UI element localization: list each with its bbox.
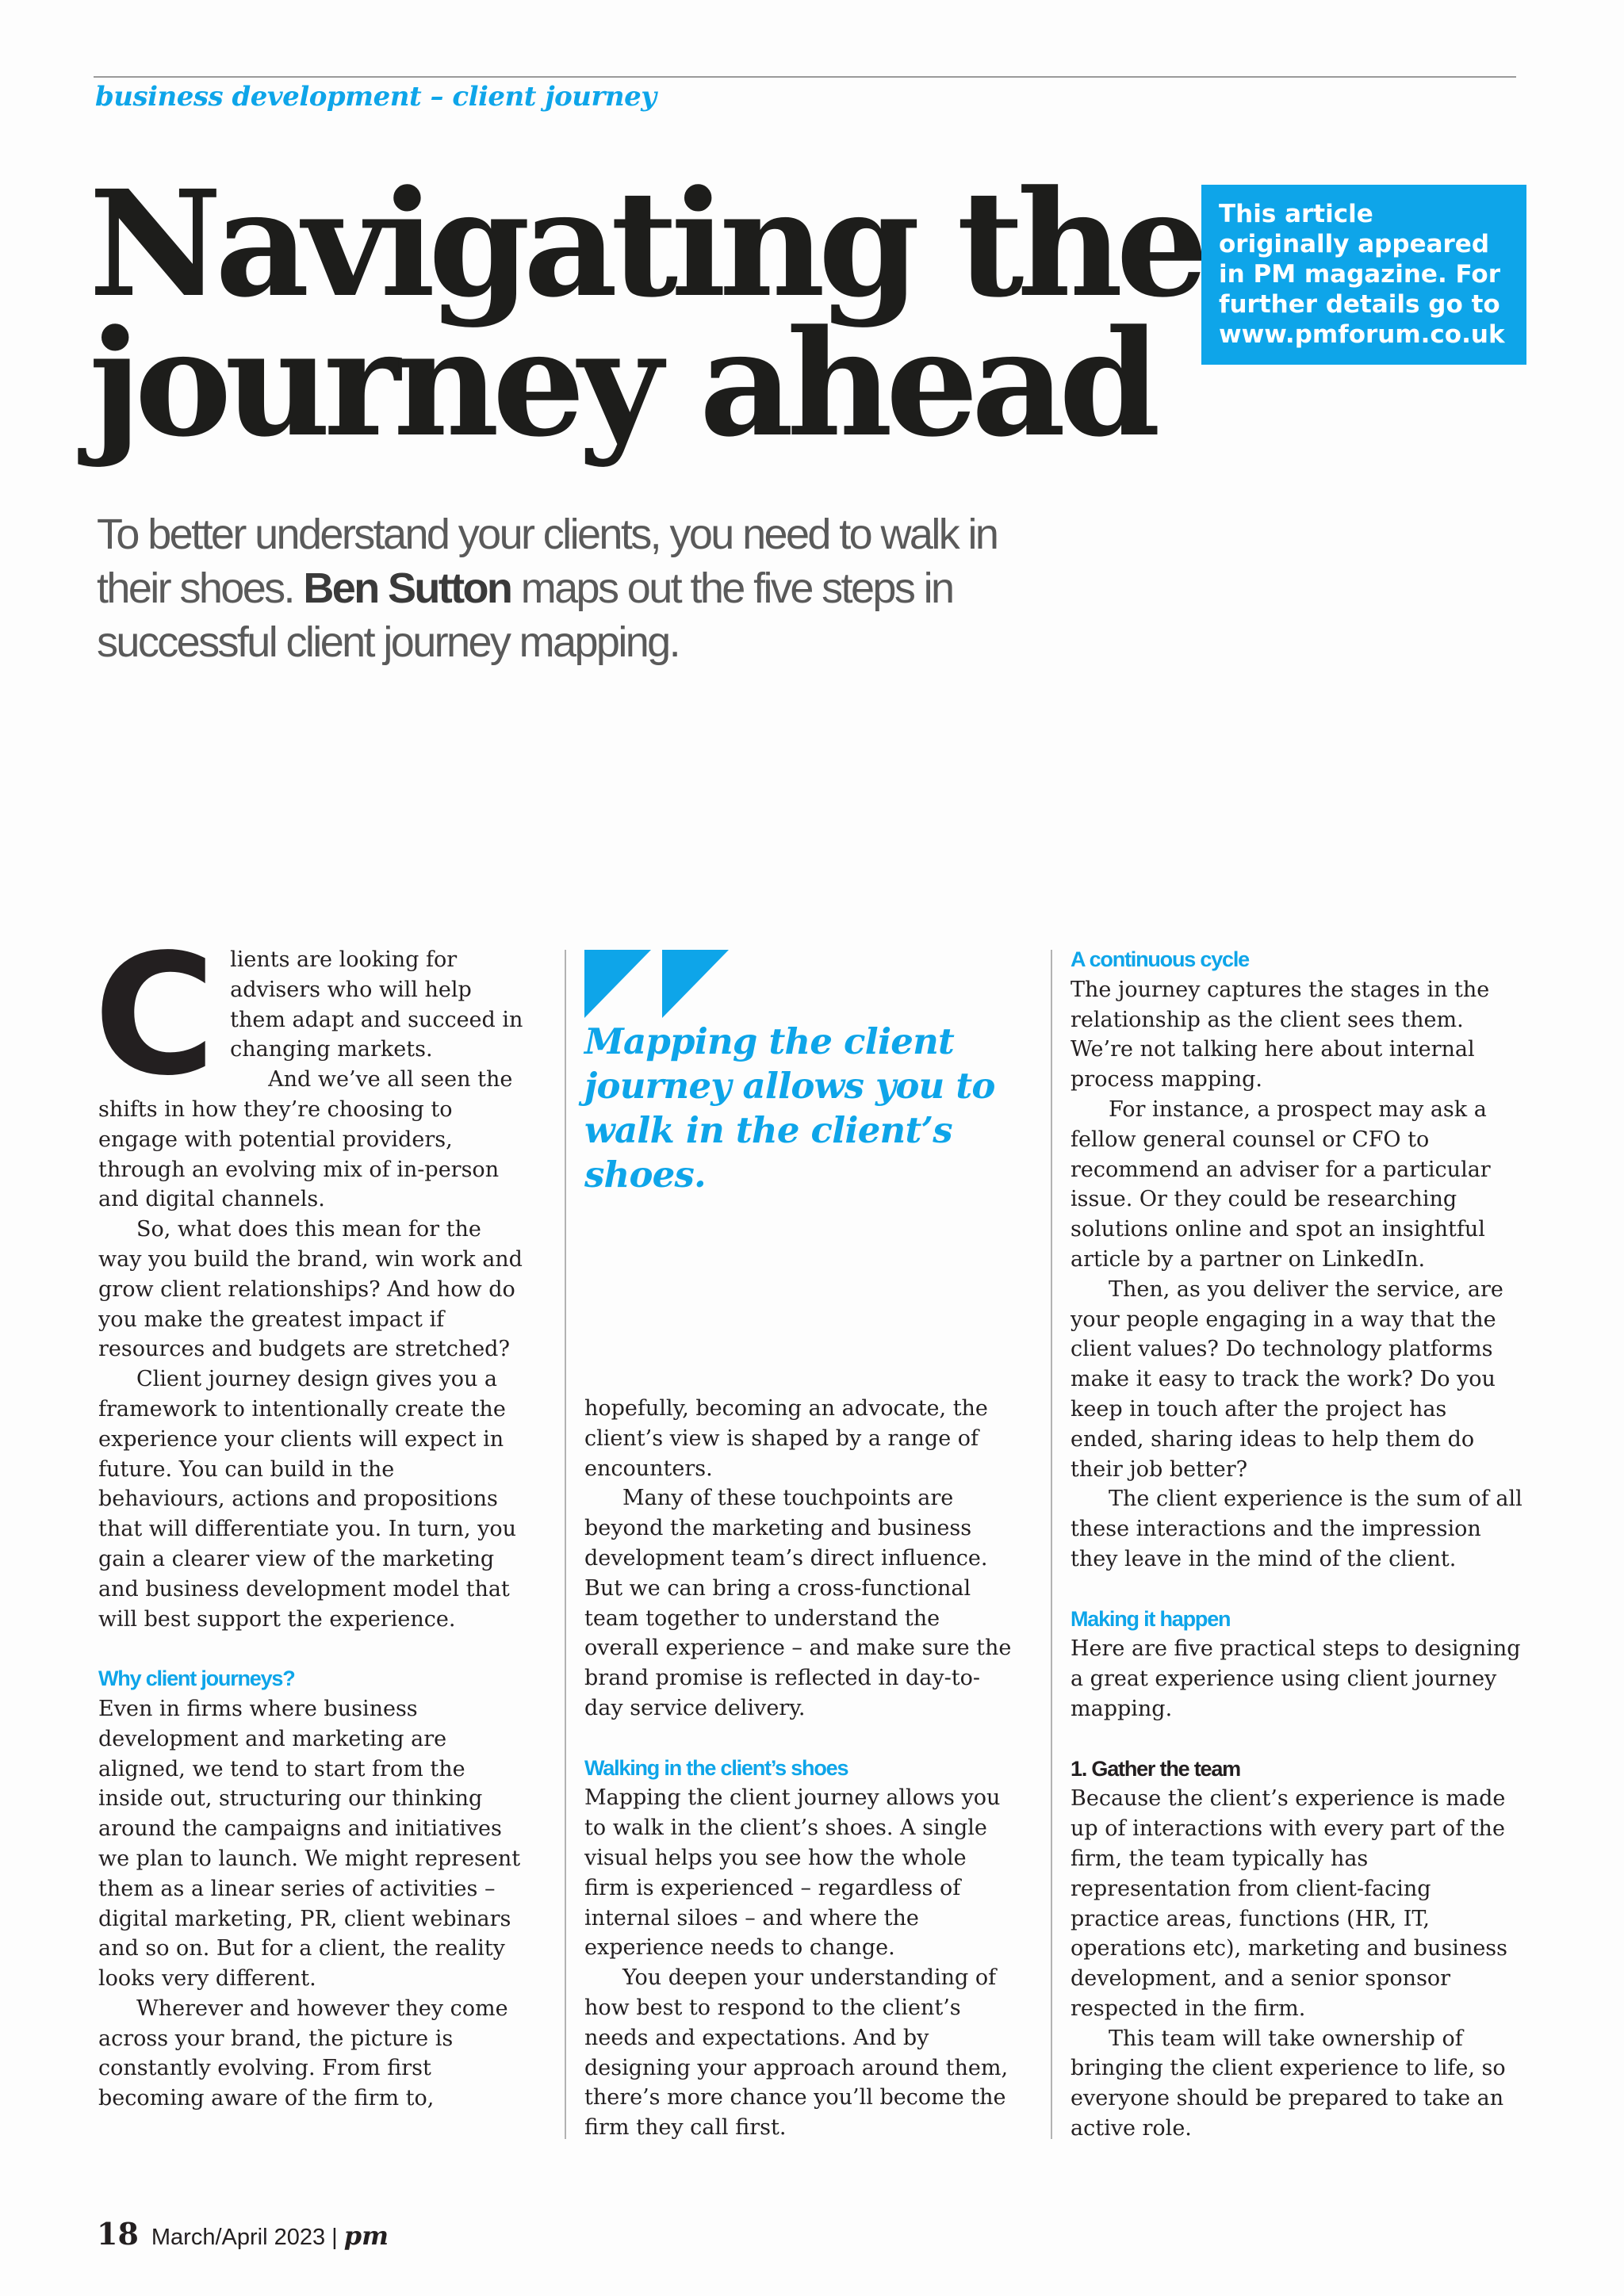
pull-quote: Mapping the client journey allows you to walk in the client’s shoes. <box>584 1020 995 1196</box>
body-paragraph: For instance, a prospect may ask a fellow general counsel or CFO to recommend an adviser for a particular issue. Or they could be researching solutions online and spot an insightful article by a partner on LinkedIn. <box>1071 1096 1491 1272</box>
author-name: Ben Sutton <box>303 564 511 612</box>
page-footer <box>97 2216 389 2252</box>
promo-box: This article originally appeared in PM magazine. For further details go to www.pmforum.co.uk <box>1201 185 1526 365</box>
drop-cap: C <box>94 918 216 1112</box>
body-paragraph: Then, as you deliver the service, are your people engaging in a way that the client values? Do technology platforms make it easy to track the work? Do you keep in touch after the project has ended, sharing ideas to help them do their job better? <box>1071 1276 1503 1482</box>
body-paragraph: The journey captures the stages in the relationship as the client sees them. We’re not talking here about internal process mapping. <box>1071 977 1490 1093</box>
section-label: business development – client journey <box>95 81 657 113</box>
opening-text: lients are looking for advisers who will help them adapt and succeed in changing markets. <box>230 947 523 1062</box>
article-column-1 <box>94 918 527 2114</box>
body-paragraph: Client journey design gives you a framework to intentionally create the experience your clients will expect in future. You can build in the behaviours, actions and propositions that will differentiate you. In turn, you gain a clearer view of the marketing and business development model that will best support the experience. <box>98 1367 517 1632</box>
subheading-making-it-happen: Making it happen <box>1071 1606 1231 1631</box>
page-number: 18 <box>97 2216 139 2252</box>
magazine-name: pm <box>343 2221 389 2251</box>
body-paragraph: The client experience is the sum of all these interactions and the impression they leave in the mind of the client. <box>1071 1487 1522 1571</box>
article-column-3 <box>1071 945 1522 2144</box>
body-paragraph: Wherever and however they come across your brand, the picture is constantly evolving. From first becoming aware of the firm to, <box>98 1996 508 2111</box>
opening-paragraph <box>94 918 527 1112</box>
headline <box>89 159 1202 469</box>
body-paragraph: So, what does this mean for the way you build the brand, win work and grow client relationships? And how do you make the greatest impact if resources and budgets are stretched? <box>98 1217 523 1362</box>
body-paragraph: Even in firms where business development and marketing are aligned, we tend to start from the inside out, structuring our thinking around the campaigns and initiatives we plan to launch. We might represent them as a linear series of activities – digital marketing, PR, client webinars and so on. But for a client, the reality looks very different. <box>98 1696 521 1992</box>
top-rule <box>94 76 1516 78</box>
body-paragraph: This team will take ownership of bringing the client experience to life, so everyone should be prepared to take an active role. <box>1071 2026 1506 2141</box>
quote-mark-icon <box>584 950 735 1018</box>
footer-separator: | <box>331 2225 338 2250</box>
body-paragraph: You deepen your understanding of how best to respond to the client’s needs and expectations. And by designing your approach around them, there’s more chance you’ll become the firm they call first. <box>584 1965 1009 2141</box>
body-paragraph: And we’ve all seen the shifts in how they’re choosing to engage with potential providers, through an evolving mix of in-person and digital channels. <box>98 1067 513 1212</box>
subheading-walking-in-shoes: Walking in the client’s shoes <box>584 1755 848 1780</box>
subheading-why-client-journeys: Why client journeys? <box>98 1667 295 1691</box>
subheading-continuous-cycle: A continuous cycle <box>1071 947 1249 971</box>
article-column-2 <box>584 1394 1013 2143</box>
issue-date: March/April 2023 <box>151 2225 326 2250</box>
standfirst <box>97 507 1032 669</box>
body-paragraph: Mapping the client journey allows you to walk in the client’s shoes. A single visual helps you see how the whole firm is experienced – regardless of internal siloes – and where the experience needs to change. <box>584 1785 1001 1961</box>
standfirst-intro: To better understand your clients, you need to walk in their shoes. <box>97 511 998 612</box>
body-paragraph: Many of these touchpoints are beyond the marketing and business development team’s direct influence. But we can bring a cross-functional team together to understand the overall experience – and make sure the brand promise is reflected in day-to-day service delivery. <box>584 1486 1012 1720</box>
column-divider <box>1051 950 1052 2139</box>
body-paragraph: Because the client’s experience is made up of interactions with every part of the firm, the team typically has representation from client-facing practice areas, functions (HR, IT, operations etc), marketing and business development, and a senior sponsor respected in the firm. <box>1071 1786 1508 2021</box>
body-paragraph: hopefully, becoming an advocate, the client’s view is shaped by a range of encounters. <box>584 1396 988 1481</box>
subheading-gather-the-team: 1. Gather the team <box>1071 1756 1240 1781</box>
headline-line-2: journey ahead <box>89 298 1154 469</box>
body-paragraph: Here are five practical steps to designing a great experience using client journey mapping. <box>1071 1636 1521 1721</box>
column-divider <box>565 950 566 2139</box>
standfirst-outro: maps out the five steps in successful client journey mapping. <box>97 564 953 666</box>
headline-line-1: Navigating the <box>89 159 1202 330</box>
